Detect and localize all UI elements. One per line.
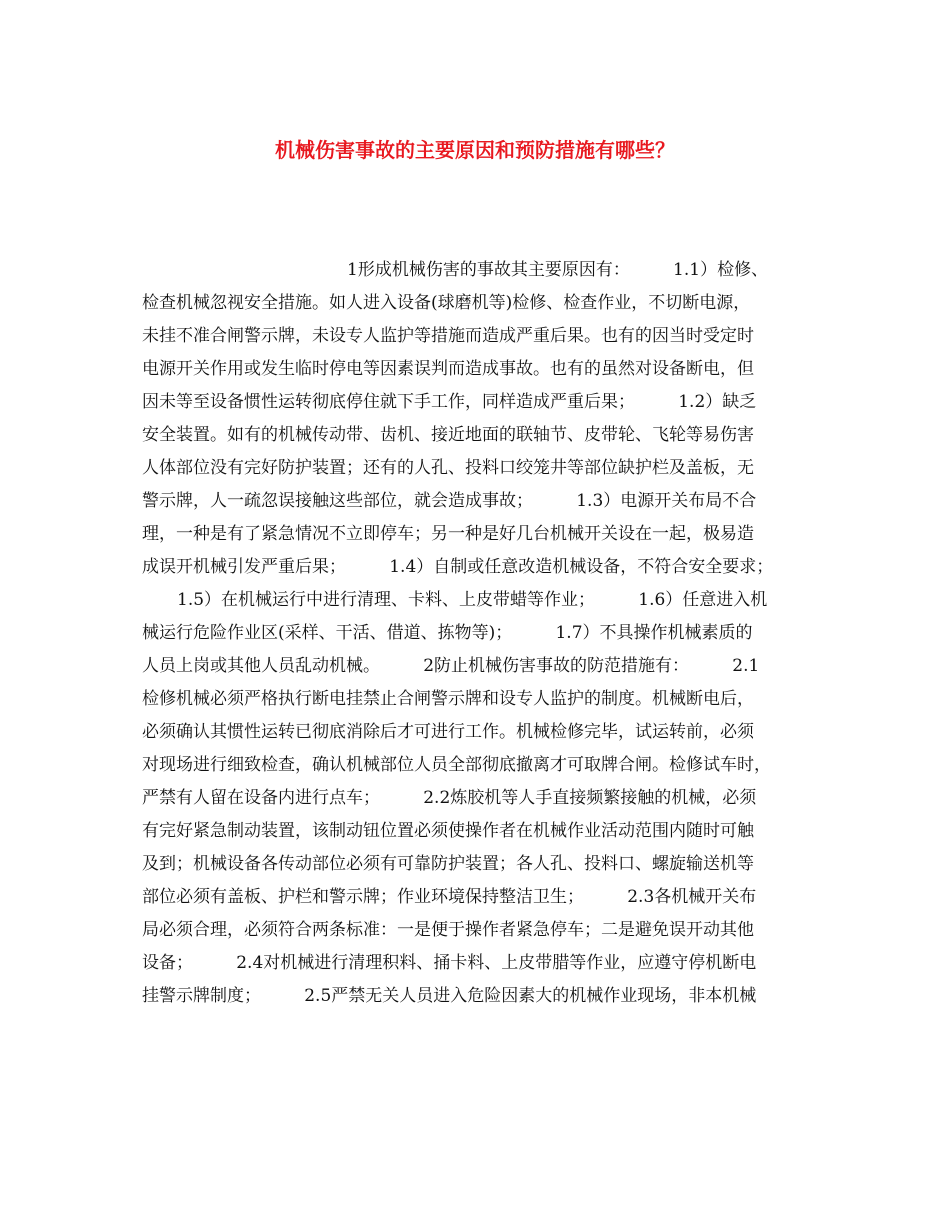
body-line: 警示牌，人一疏忽误接触这些部位，就会造成事故； 1.3）电源开关布局不合: [142, 491, 757, 511]
body-line: 1.5）在机械运行中进行清理、卡料、上皮带蜡等作业； 1.6）任意进入机: [177, 590, 768, 610]
body-line: 安全装置。如有的机械传动带、齿机、接近地面的联轴节、皮带轮、飞轮等易伤害: [142, 425, 754, 445]
body-line: 及到；机械设备各传动部位必须有可靠防护装置；各人孔、投料口、螺旋输送机等: [142, 854, 754, 874]
body-line: 电源开关作用或发生临时停电等因素误判而造成事故。也有的虽然对设备断电，但: [142, 359, 754, 379]
body-line: 因未等至设备惯性运转彻底停住就下手工作，同样造成严重后果； 1.2）缺乏: [142, 392, 757, 412]
body-line: 严禁有人留在设备内进行点车； 2.2炼胶机等人手直接频繁接触的机械，必须: [142, 788, 757, 808]
body-line: 必须确认其惯性运转已彻底消除后才可进行工作。机械检修完毕，试运转前，必须: [142, 722, 754, 742]
body-line: 挂警示牌制度； 2.5严禁无关人员进入危险因素大的机械作业现场，非本机械: [142, 986, 757, 1006]
body-line: 人员上岗或其他人员乱动机械。 2防止机械伤害事故的防范措施有： 2.1: [142, 656, 760, 676]
document-title: 机械伤害事故的主要原因和预防措施有哪些？: [275, 138, 675, 162]
body-line: 未挂不准合闸警示牌，未设专人监护等措施而造成严重后果。也有的因当时受定时: [142, 326, 754, 346]
body-line: 人体部位没有完好防护装置；还有的人孔、投料口绞笼井等部位缺护栏及盖板，无: [142, 458, 754, 478]
body-line: 设备； 2.4对机械进行清理积料、捅卡料、上皮带腊等作业，应遵守停机断电: [142, 953, 757, 973]
body-line: 局必须合理，必须符合两条标准：一是便于操作者紧急停车；二是避免误开动其他: [142, 920, 754, 940]
body-line: 成误开机械引发严重后果； 1.4）自制或任意改造机械设备，不符合安全要求；: [142, 557, 774, 577]
body-line: 检修机械必须严格执行断电挂禁止合闸警示牌和设专人监护的制度。机械断电后，: [142, 689, 754, 709]
body-line: 部位必须有盖板、护栏和警示牌；作业环境保持整洁卫生； 2.3各机械开关布: [142, 887, 757, 907]
body-line: 1形成机械伤害的事故其主要原因有： 1.1）检修、: [347, 260, 769, 280]
body-line: 有完好紧急制动装置，该制动钮位置必须使操作者在机械作业活动范围内随时可触: [142, 821, 754, 841]
body-line: 对现场进行细致检查，确认机械部位人员全部彻底撤离才可取牌合闸。检修试车时，: [142, 755, 771, 775]
body-line: 检查机械忽视安全措施。如人进入设备(球磨机等)检修、检查作业，不切断电源，: [142, 293, 751, 313]
body-line: 理，一种是有了紧急情况不立即停车；另一种是好几台机械开关设在一起，极易造: [142, 524, 754, 544]
body-line: 械运行危险作业区(采样、干活、借道、拣物等)； 1.7）不具操作机械素质的: [142, 623, 753, 643]
